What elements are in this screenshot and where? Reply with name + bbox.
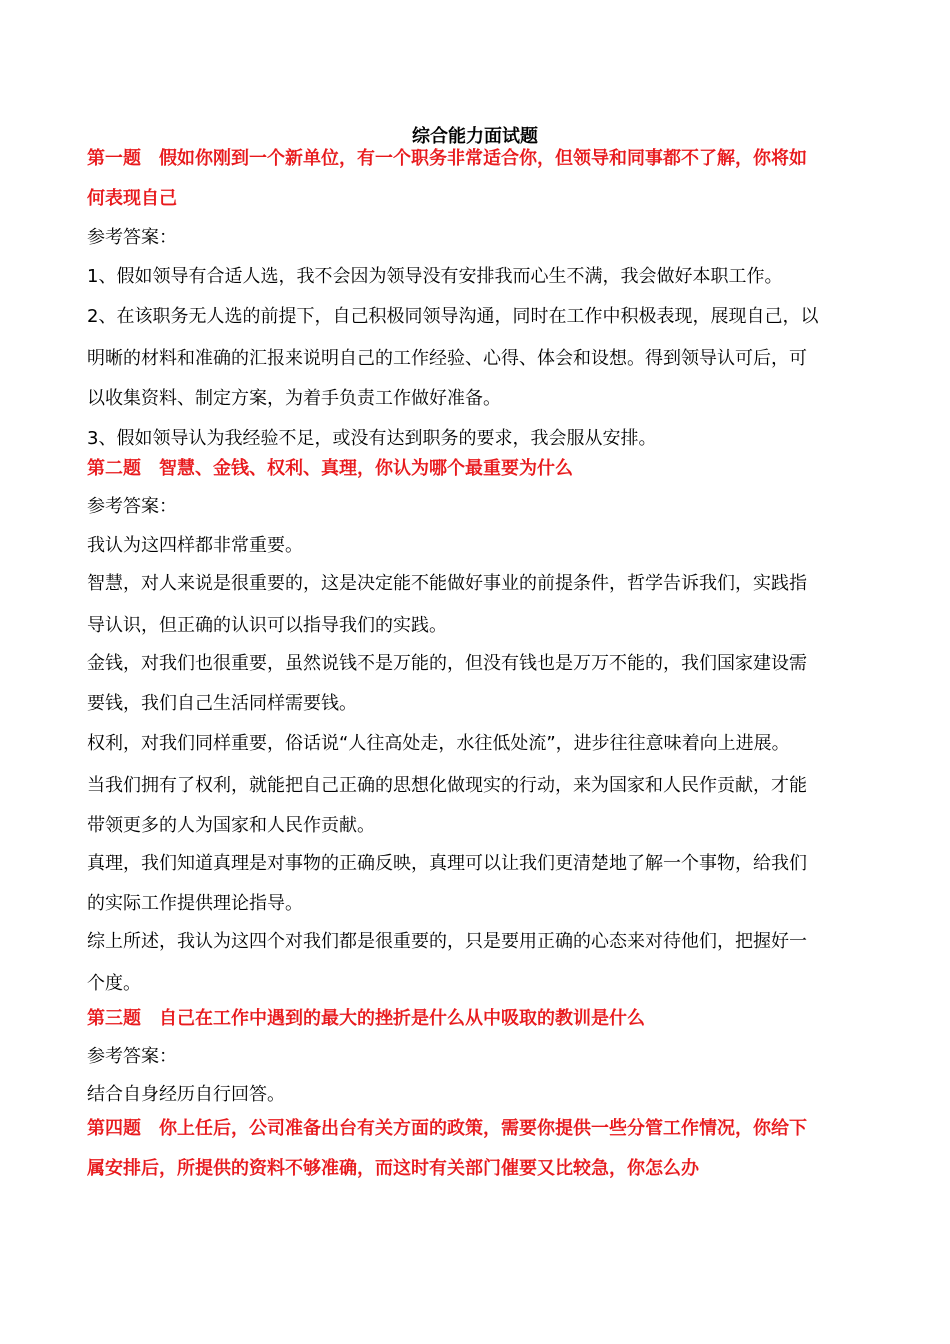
answer-line: 要钱，我们自己生活同样需要钱。 [87, 693, 357, 714]
answer-line: 参考答案： [87, 227, 177, 248]
question-line: 第三题 自己在工作中遇到的最大的挫折是什么从中吸取的教训是什么 [87, 1008, 645, 1029]
question-line: 第四题 你上任后，公司准备出台有关方面的政策，需要你提供一些分管工作情况，你给下 [87, 1118, 807, 1139]
document-body [87, 146, 865, 1206]
answer-line: 我认为这四样都非常重要。 [87, 535, 303, 556]
document-title: 综合能力面试题 [412, 126, 538, 147]
answer-line: 参考答案： [87, 1046, 177, 1067]
question-line: 属安排后，所提供的资料不够准确，而这时有关部门催要又比较急，你怎么办 [87, 1158, 699, 1179]
answer-line: 带领更多的人为国家和人民作贡献。 [87, 815, 375, 836]
answer-line: 权利，对我们同样重要，俗话说“人往高处走，水往低处流”，进步往往意味着向上进展。 [87, 733, 790, 754]
answer-line: 明晰的材料和准确的汇报来说明自己的工作经验、心得、体会和设想。得到领导认可后，可 [87, 348, 807, 369]
answer-line: 个度。 [87, 973, 141, 994]
question-line: 何表现自己 [87, 188, 177, 209]
answer-line: 金钱，对我们也很重要，虽然说钱不是万能的，但没有钱也是万万不能的，我们国家建设需 [87, 653, 807, 674]
answer-line: 当我们拥有了权利，就能把自己正确的思想化做现实的行动，来为国家和人民作贡献，才能 [87, 775, 807, 796]
answer-line: 综上所述，我认为这四个对我们都是很重要的，只是要用正确的心态来对待他们，把握好一 [87, 931, 807, 952]
answer-line: 以收集资料、制定方案，为着手负责工作做好准备。 [87, 388, 501, 409]
question-line: 第一题 假如你刚到一个新单位，有一个职务非常适合你，但领导和同事都不了解，你将如 [87, 148, 807, 169]
answer-line: 导认识，但正确的认识可以指导我们的实践。 [87, 615, 447, 636]
answer-line: 2、在该职务无人选的前提下，自己积极同领导沟通，同时在工作中积极表现，展现自己，以 [87, 306, 819, 327]
question-line: 第二题 智慧、金钱、权利、真理，你认为哪个最重要为什么 [87, 458, 573, 479]
answer-line: 参考答案： [87, 496, 177, 517]
answer-line: 的实际工作提供理论指导。 [87, 893, 303, 914]
answer-line: 真理，我们知道真理是对事物的正确反映，真理可以让我们更清楚地了解一个事物，给我们 [87, 853, 807, 874]
answer-line: 结合自身经历自行回答。 [87, 1084, 285, 1105]
answer-line: 智慧，对人来说是很重要的，这是决定能不能做好事业的前提条件，哲学告诉我们，实践指 [87, 573, 807, 594]
answer-line: 3、假如领导认为我经验不足，或没有达到职务的要求，我会服从安排。 [87, 428, 657, 449]
answer-line: 1、假如领导有合适人选，我不会因为领导没有安排我而心生不满，我会做好本职工作。 [87, 266, 783, 287]
